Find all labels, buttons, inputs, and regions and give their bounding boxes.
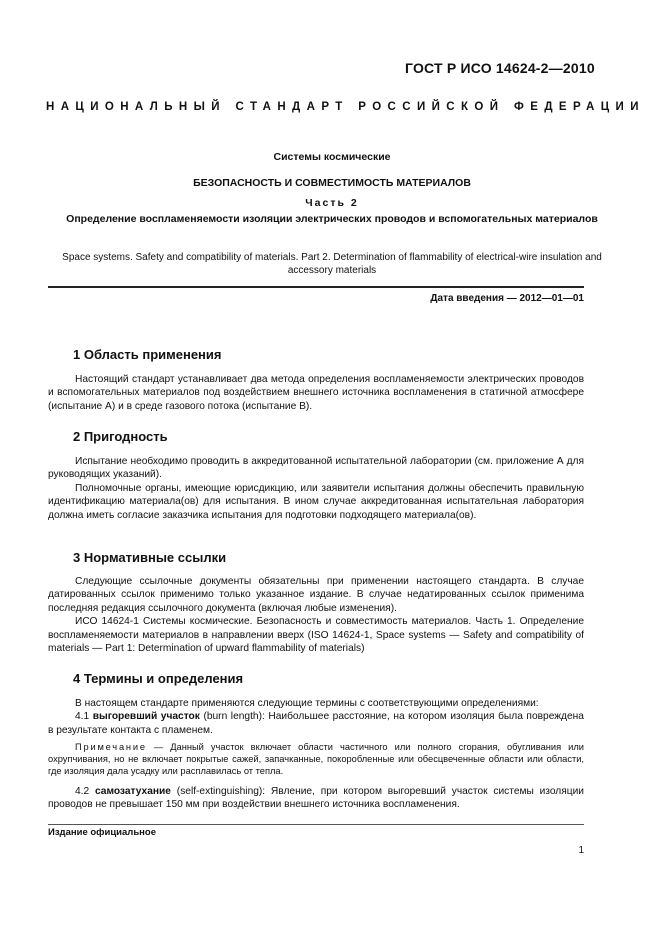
- section-2-heading: 2 Пригодность: [73, 429, 168, 444]
- term-4-1-number: 4.1: [75, 711, 90, 723]
- page-number: 1: [578, 845, 584, 856]
- national-standard-heading: НАЦИОНАЛЬНЫЙ СТАНДАРТ РОССИЙСКОЙ ФЕДЕРАЦИИ: [46, 101, 645, 113]
- title-line-1: Системы космические: [273, 151, 391, 163]
- note-text: — Данный участок включает области частичного или полного сгорания, обугливания или охрупчивания, но не включает покрытые сажей, запачканные, покоробленные или обесцвеченные области или области, где изоляция дала усадку или расплавилась от тепла.: [48, 742, 584, 777]
- section-3-paragraph-1: Следующие ссылочные документы обязательны при применении настоящего стандарта. В случае датированных ссылок применимо только указанное издание. В случае недатированных ссылок применима последняя редакция ссылочного документа (включая любые изменения).: [48, 576, 584, 614]
- title-subtitle: Определение воспламеняемости изоляции электрических проводов и вспомогательных материалов: [66, 213, 598, 225]
- section-4-intro: В настоящем стандарте применяются следующие термины с соответствующими определениями:: [75, 698, 539, 709]
- section-2-body: [48, 455, 584, 522]
- official-edition-label: Издание официальное: [48, 827, 156, 838]
- date-of-introduction: Дата введения — 2012—01—01: [430, 293, 584, 304]
- title-english: Space systems. Safety and compatibility of materials. Part 2. Determination of flammability of electrical-wire insulation and accessory materials: [62, 252, 602, 276]
- footer-divider: [48, 824, 584, 825]
- term-4-1-definition: (burn length): Наибольшее расстояние, на котором изоляция была повреждена в результате контакта с пламенем.: [48, 711, 584, 736]
- section-4-heading: 4 Термины и определения: [73, 671, 244, 686]
- term-4-1-name: выгоревший участок: [92, 711, 200, 723]
- term-4-2-block: [48, 785, 584, 812]
- section-1-body: [48, 373, 584, 413]
- section-2-paragraph-2: Полномочные органы, имеющие юрисдикцию, или заявители испытания должны обеспечить правильную идентификацию материала(ов) для испытания. В ином случае аккредитованная испытательная лаборатория должна иметь согласие заказчика испытания для подготовки подходящего материала(ов).: [48, 482, 584, 521]
- section-2-paragraph-1: Испытание необходимо проводить в аккредитованной испытательной лаборатории (см. приложение А для руководящих указаний).: [48, 456, 584, 481]
- title-divider: [48, 286, 584, 288]
- section-3-body: [48, 575, 584, 655]
- term-4-2-name: самозатухание: [94, 786, 171, 797]
- section-3-paragraph-2: ИСО 14624-1 Системы космические. Безопасность и совместимость материалов. Часть 1. Определение воспламеняемости материалов в направлении вверх (ISO 14624-1, Space systems — Safety and compatibility of materials — Part 1: Determination of upward flammability of materials): [48, 616, 584, 655]
- note-label: Примечание: [75, 742, 147, 752]
- term-4-2: [48, 785, 584, 812]
- section-1-paragraph: Настоящий стандарт устанавливает два метода определения воспламеняемости электрических проводов и вспомогательных материалов под воздействием внешнего источника воспламенения в статичной атмосфере (испытание А) и в среде газового потока (испытание В).: [48, 374, 584, 412]
- title-line-2: БЕЗОПАСНОСТЬ И СОВМЕСТИМОСТЬ МАТЕРИАЛОВ: [193, 177, 471, 189]
- title-part: Часть 2: [305, 197, 359, 209]
- term-4-2-definition: (self-extinguishing): Явление, при котором выгоревший участок системы изоляции проводов не превышает 150 мм при воздействии внешнего источника воспламенения.: [48, 786, 584, 811]
- standard-number: ГОСТ Р ИСО 14624-2—2010: [405, 60, 595, 76]
- section-4-body: [48, 697, 584, 737]
- term-4-2-number: 4.2: [75, 786, 90, 797]
- section-1-heading: 1 Область применения: [73, 347, 222, 362]
- term-4-1: [48, 710, 584, 737]
- section-3-heading: 3 Нормативные ссылки: [73, 550, 227, 565]
- term-4-1-note: [48, 741, 584, 778]
